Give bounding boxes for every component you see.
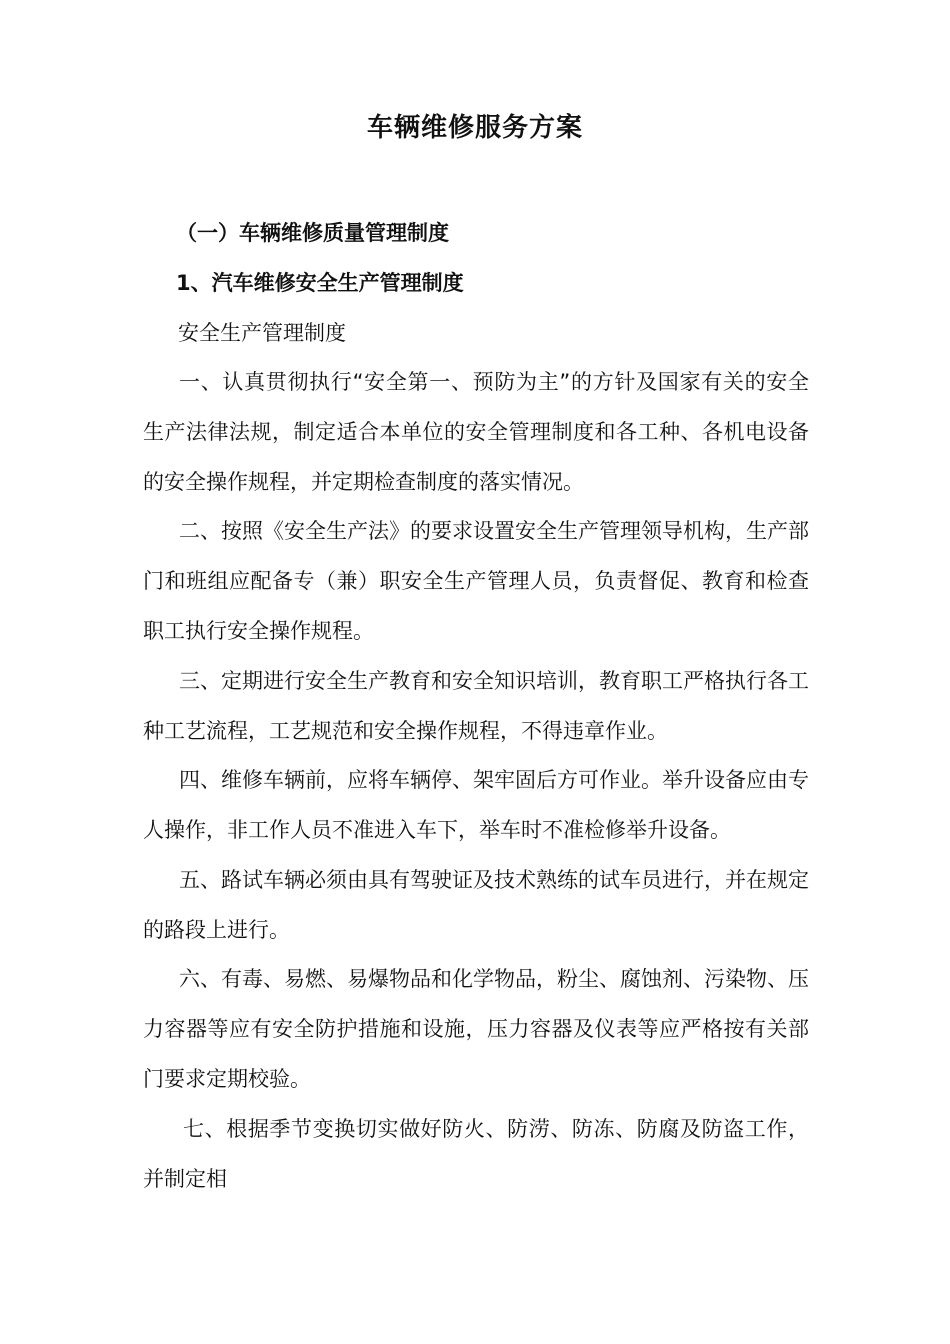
paragraph-6: 六、有毒、易燃、易爆物品和化学物品，粉尘、腐蚀剂、污染物、压力容器等应有安全防护措施和设施，压力容器及仪表等应严格按有关部门要求定期校验。 xyxy=(143,967,809,1091)
paragraph-2: 二、按照《安全生产法》的要求设置安全生产管理领导机构，生产部门和班组应配备专（兼）职安全生产管理人员，负责督促、教育和检查职工执行安全操作规程。 xyxy=(143,519,809,643)
paragraph-3: 三、定期进行安全生产教育和安全知识培训，教育职工严格执行各工种工艺流程，工艺规范和安全操作规程，不得违章作业。 xyxy=(143,669,809,743)
paragraph-4: 四、维修车辆前，应将车辆停、架牢固后方可作业。举升设备应由专人操作，非工作人员不准进入车下，举车时不准检修举升设备。 xyxy=(143,768,809,842)
paragraph-5: 五、路试车辆必须由具有驾驶证及技术熟练的试车员进行，并在规定的路段上进行。 xyxy=(143,868,809,942)
paragraph-7: 七、根据季节变换切实做好防火、防涝、防冻、防腐及防盗工作，并制定相 xyxy=(143,1117,809,1191)
section-heading: （一）车辆维修质量管理制度 xyxy=(176,221,449,245)
paragraph-1: 一、认真贯彻执行“安全第一、预防为主”的方针及国家有关的安全生产法律法规，制定适合本单位的安全管理制度和各工种、各机电设备的安全操作规程，并定期检查制度的落实情况。 xyxy=(143,370,809,494)
subhead-text: 安全生产管理制度 xyxy=(178,321,346,345)
subsection-heading: 1、汽车维修安全生产管理制度 xyxy=(176,271,464,295)
document-title: 车辆维修服务方案 xyxy=(366,113,583,143)
